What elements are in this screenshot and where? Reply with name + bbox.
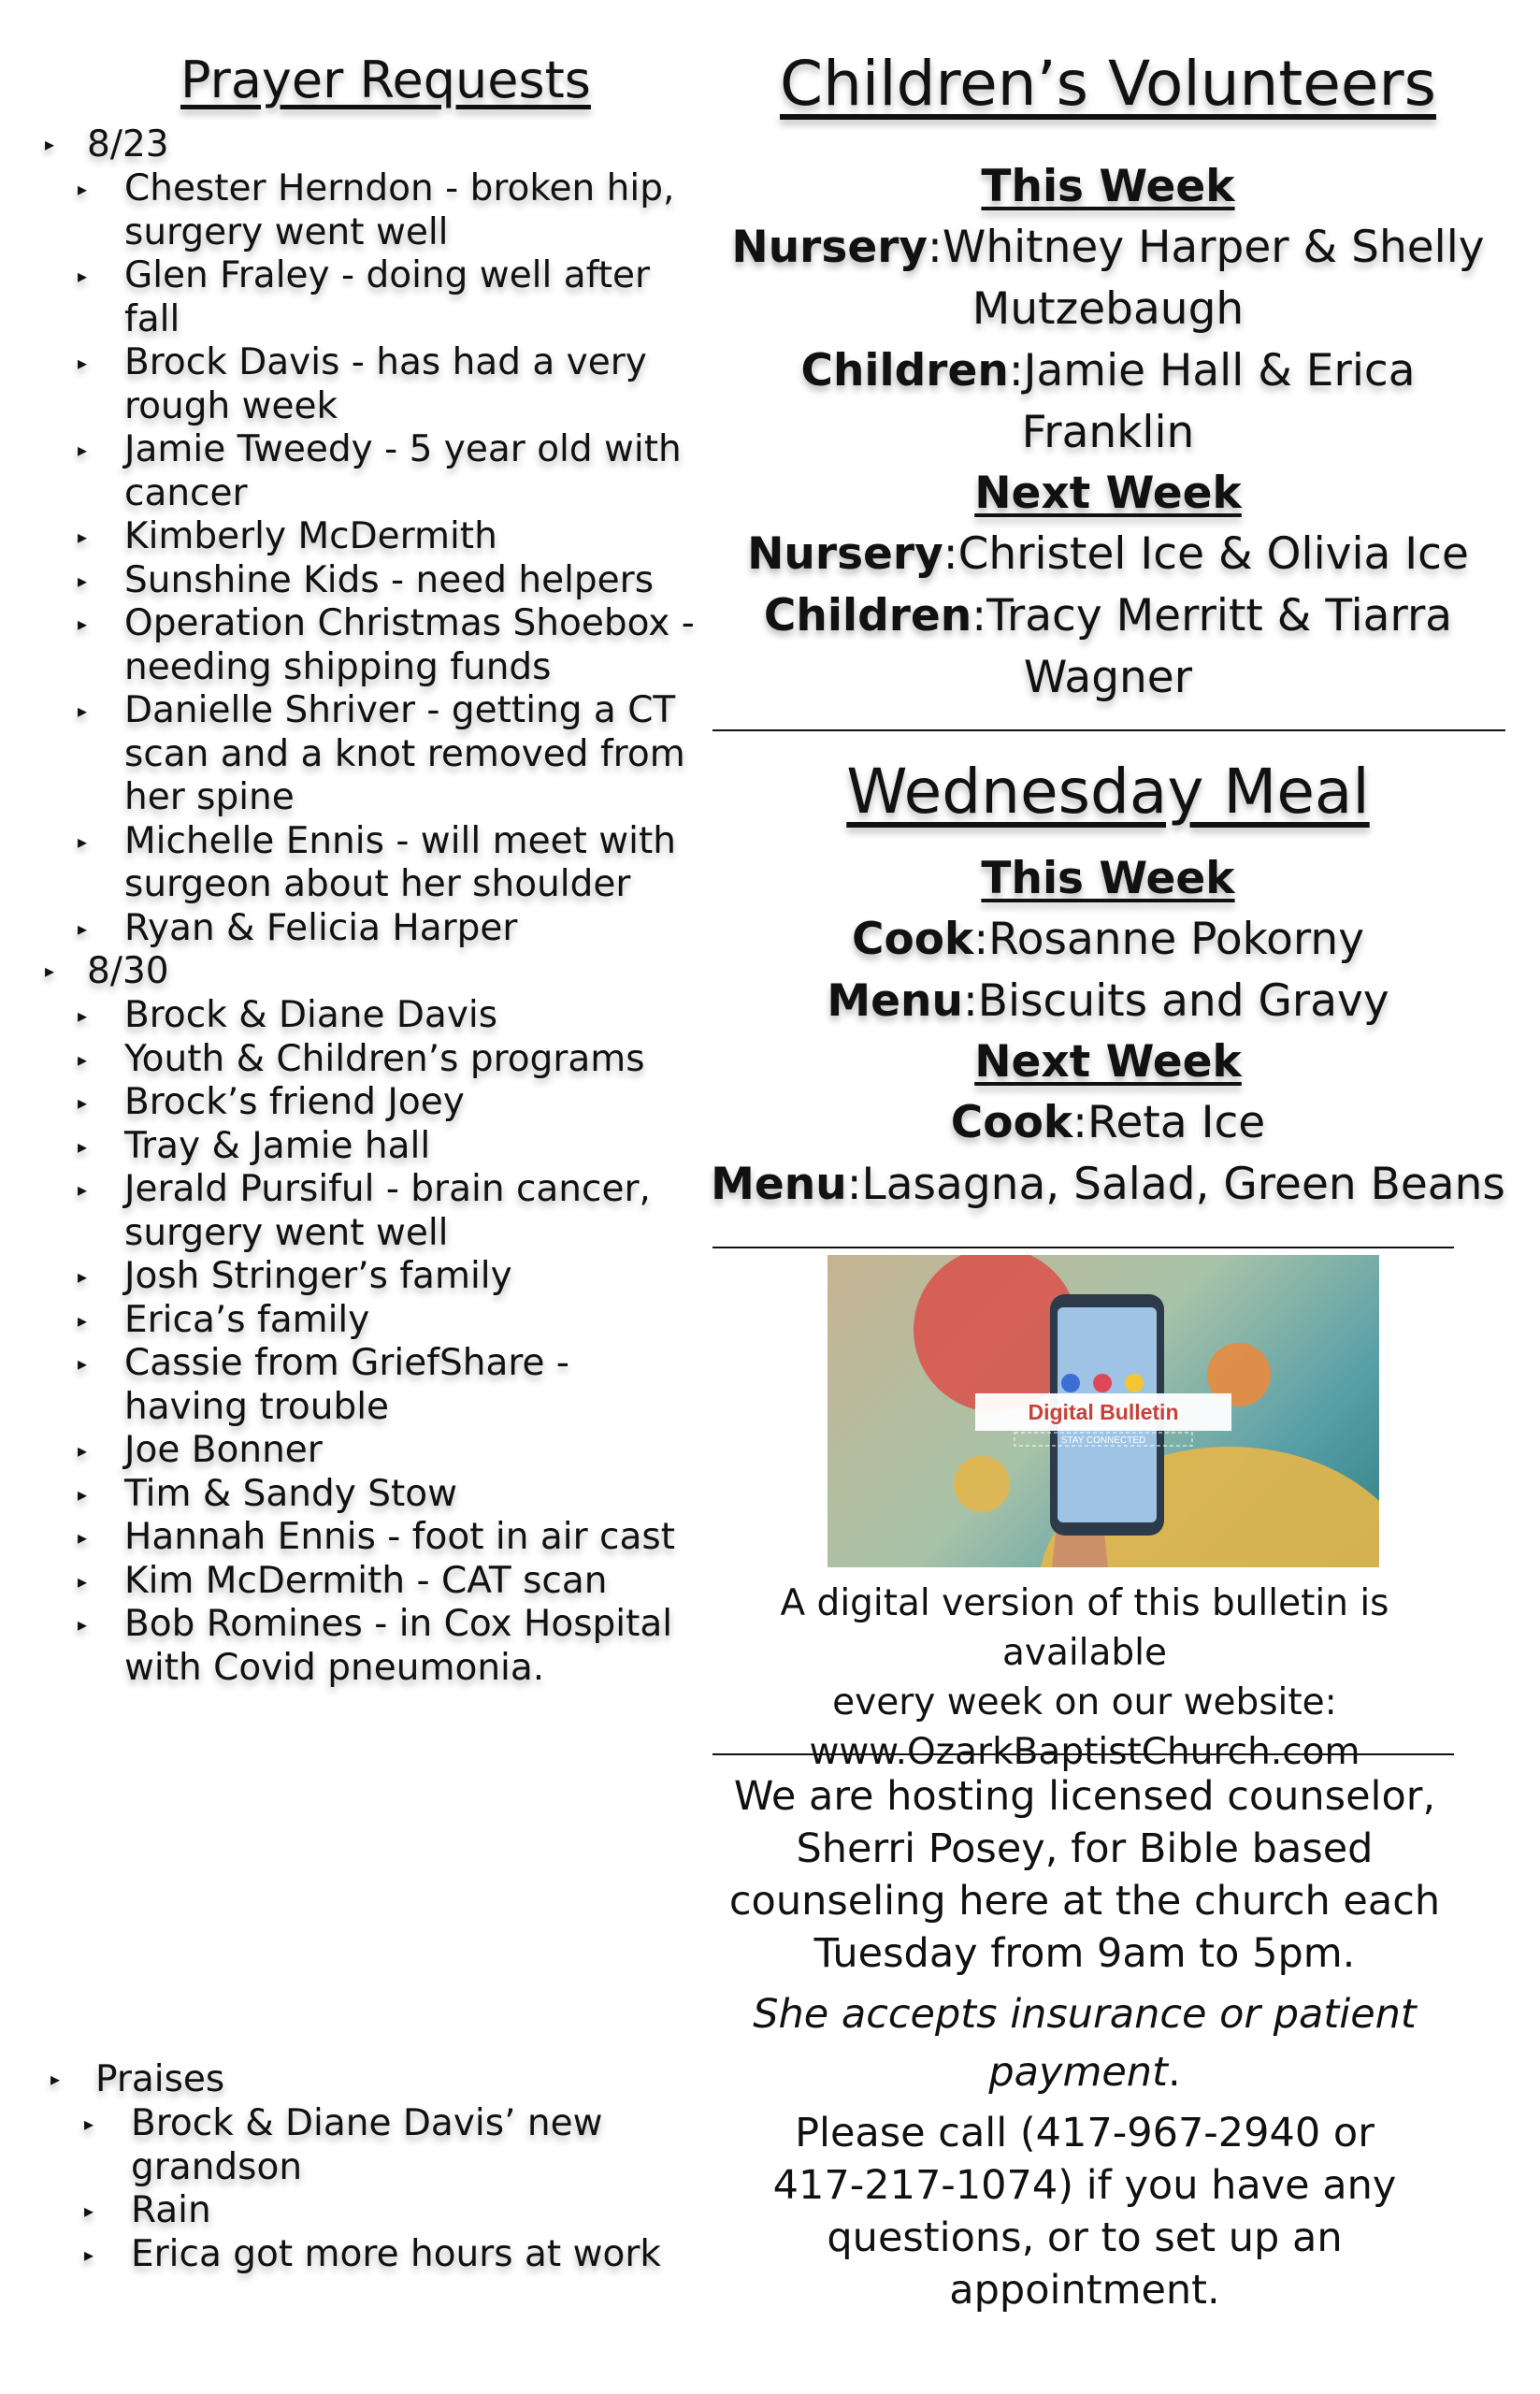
list-item: ▸ Erica’s family	[78, 1298, 370, 1341]
like-icon	[1061, 1374, 1080, 1392]
bullet-triangle-icon: ▸	[78, 1134, 88, 1158]
bullet-triangle-icon: ▸	[84, 2243, 94, 2266]
menu-this-week: Menu:Biscuits and Gravy	[827, 975, 1389, 1027]
list-item: ▸ Youth & Children’s programs	[78, 1037, 645, 1080]
list-item: ▸ Brock & Diane Davis	[78, 994, 498, 1036]
divider	[712, 1247, 1454, 1248]
list-item: ▸ Kimberly McDermith	[78, 515, 497, 557]
list-item: ▸ Operation Christmas Shoebox - needing shipping funds	[78, 602, 695, 688]
digital-note-line: A digital version of this bulletin is available	[780, 1582, 1389, 1674]
list-item: ▸ Bob Romines - in Cox Hospital with Covid pneumonia.	[78, 1603, 673, 1689]
bullet-triangle-icon: ▸	[45, 133, 55, 155]
smile-icon	[1125, 1374, 1144, 1392]
bullet-triangle-icon: ▸	[78, 1569, 88, 1593]
list-item: ▸ Glen Fraley - doing well after fall	[78, 254, 651, 340]
bullet-triangle-icon: ▸	[78, 1004, 88, 1027]
divider	[712, 1753, 1454, 1755]
bullet-triangle-icon: ▸	[78, 265, 88, 287]
digital-version-note	[711, 1579, 1459, 1777]
praises-list	[36, 2058, 701, 2276]
bullet-triangle-icon: ▸	[78, 1047, 88, 1071]
this-week-heading: This Week	[981, 161, 1235, 212]
list-item: ▸ Tray & Jamie hall	[78, 1124, 431, 1167]
bullet-triangle-icon: ▸	[84, 2199, 94, 2222]
banner-tagline: STAY CONNECTED	[1060, 1435, 1146, 1446]
contact-info: Please call (417-967-2940 or 417-217-1074) if you have any questions, or to set up an appointment.	[772, 2110, 1397, 2314]
bullet-triangle-icon: ▸	[78, 1091, 88, 1114]
bullet-triangle-icon: ▸	[78, 439, 88, 461]
list-item: ▸ Kim McDermith - CAT scan	[78, 1559, 608, 1602]
bullet-triangle-icon: ▸	[78, 352, 88, 374]
bullet-triangle-icon: ▸	[84, 2113, 94, 2135]
list-item: ▸ Brock Davis - has had a very rough week	[78, 341, 647, 427]
bullet-triangle-icon: ▸	[78, 699, 88, 722]
banner-title: Digital Bulletin	[1028, 1400, 1179, 1424]
this-week-heading: This Week	[981, 853, 1235, 904]
cook-this-week: Cook:Rosanne Pokorny	[851, 914, 1365, 965]
list-item: ▸ Ryan & Felicia Harper	[78, 906, 518, 949]
bullet-triangle-icon: ▸	[78, 569, 88, 592]
list-item: ▸ Rain	[84, 2189, 211, 2231]
bullet-triangle-icon: ▸	[78, 526, 88, 548]
bullet-triangle-icon: ▸	[78, 916, 88, 940]
prayer-group-date	[36, 123, 701, 167]
list-item: ▸ Cassie from GriefShare - having trouble	[78, 1342, 569, 1428]
list-item: ▸ Hannah Ennis - foot in air cast	[78, 1516, 675, 1558]
bullet-triangle-icon: ▸	[78, 1482, 88, 1506]
next-week-heading: Next Week	[974, 1036, 1242, 1088]
digital-note-line: every week on our website:	[832, 1681, 1337, 1723]
childrens-volunteers-title: Children’s Volunteers	[780, 48, 1436, 120]
next-week-heading: Next Week	[974, 468, 1242, 519]
list-item: ▸ Brock & Diane Davis’ new grandson	[84, 2102, 603, 2188]
list-item: ▸ Chester Herndon - broken hip, surgery went well	[78, 167, 675, 253]
insurance-note: She accepts insurance or patient payment.	[753, 1991, 1417, 2096]
list-item: ▸ Sunshine Kids - need helpers	[78, 558, 655, 601]
prayer-requests-title: Prayer Requests	[180, 50, 591, 109]
bullet-triangle-icon: ▸	[78, 178, 88, 200]
praises-label: Praises	[95, 2058, 225, 2100]
bullet-triangle-icon: ▸	[78, 1265, 88, 1288]
group-label: 8/23	[87, 123, 169, 166]
bullet-triangle-icon: ▸	[78, 1526, 88, 1549]
counseling-intro: We are hosting licensed counselor, Sherri Posey, for Bible based counseling here at the church each Tuesday from 9am to 5pm.	[728, 1773, 1441, 1977]
list-item: ▸ Jerald Pursiful - brain cancer, surgery went well	[78, 1168, 651, 1254]
prayer-group-date	[36, 950, 701, 994]
list-item: ▸ Joe Bonner	[78, 1429, 323, 1471]
bullet-triangle-icon: ▸	[78, 829, 88, 853]
divider	[712, 729, 1505, 731]
website-link[interactable]: www.OzarkBaptistChurch.com	[809, 1731, 1360, 1773]
list-item: ▸ Jamie Tweedy - 5 year old with cancer	[78, 428, 682, 514]
praises-heading	[36, 2058, 701, 2102]
bullet-triangle-icon: ▸	[78, 1352, 88, 1375]
list-item: ▸ Michelle Ennis - will meet with surgeon about her shoulder	[78, 819, 677, 905]
volunteers-block	[711, 157, 1505, 709]
bullet-triangle-icon: ▸	[78, 1613, 88, 1636]
meal-block	[711, 849, 1505, 1216]
bullet-triangle-icon: ▸	[78, 613, 88, 635]
wednesday-meal-title: Wednesday Meal	[846, 756, 1370, 828]
digital-bulletin-image	[828, 1255, 1379, 1567]
bullet-triangle-icon: ▸	[50, 2068, 61, 2090]
children-next-week: Children:Tracy Merritt & Tiarra Wagner	[763, 590, 1453, 703]
menu-next-week: Menu:Lasagna, Salad, Green Beans	[711, 1159, 1505, 1210]
nursery-this-week: Nursery:Whitney Harper & Shelly Mutzebaugh	[731, 222, 1485, 335]
heart-icon	[1093, 1374, 1112, 1392]
bullet-triangle-icon: ▸	[78, 1439, 88, 1462]
list-item: ▸ Danielle Shriver - getting a CT scan and a knot removed from her spine	[78, 689, 685, 818]
bullet-triangle-icon: ▸	[78, 1308, 88, 1332]
counseling-notice	[711, 1770, 1459, 2316]
group-label: 8/30	[87, 950, 169, 992]
list-item: ▸ Erica got more hours at work	[84, 2232, 661, 2275]
prayer-list	[36, 123, 701, 1690]
children-this-week: Children:Jamie Hall & Erica Franklin	[800, 345, 1416, 458]
cook-next-week: Cook:Reta Ice	[950, 1097, 1266, 1148]
nursery-next-week: Nursery:Christel Ice & Olivia Ice	[747, 528, 1469, 580]
digital-bulletin-illustration	[828, 1255, 1379, 1567]
decor-circle-yellow-small	[954, 1456, 1010, 1512]
bullet-triangle-icon: ▸	[45, 959, 55, 982]
list-item: ▸ Brock’s friend Joey	[78, 1081, 465, 1123]
list-item: ▸ Tim & Sandy Stow	[78, 1472, 458, 1515]
bullet-triangle-icon: ▸	[78, 1178, 88, 1201]
list-item: ▸ Josh Stringer’s family	[78, 1255, 512, 1297]
